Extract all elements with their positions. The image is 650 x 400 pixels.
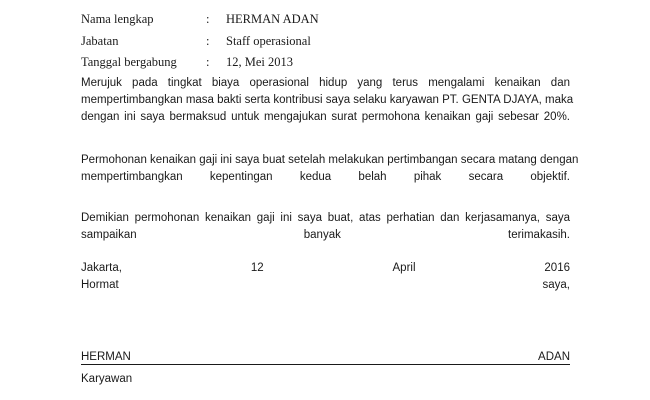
regards-word: saya, bbox=[542, 278, 570, 291]
paragraph-line: Permohonan kenaikan gaji ini saya buat setelah melakukan pertimbangan secara matang dengan bbox=[81, 154, 579, 166]
paragraph-line: mempertimbangkan masa bakti serta kontribusi saya selaku karyawan PT. GENTA DJAYA, maka bbox=[81, 93, 574, 106]
paragraph-line: dengan ini saya bermaksud untuk mengajukan surat permohona kenaikan gaji sebesar 20%. bbox=[81, 110, 570, 123]
signature-first-name: HERMAN bbox=[81, 351, 131, 363]
info-label: Nama lengkap bbox=[81, 12, 154, 26]
date-day: 12 bbox=[250, 262, 264, 274]
date-place: Jakarta, bbox=[81, 262, 122, 274]
regards-line bbox=[81, 277, 570, 294]
paragraph-request bbox=[81, 75, 574, 125]
info-value: HERMAN ADAN bbox=[226, 12, 319, 26]
paragraph-closing bbox=[81, 210, 570, 244]
info-colon: : bbox=[206, 55, 210, 69]
info-label: Jabatan bbox=[81, 33, 119, 48]
paragraph-line: mempertimbangkan kepentingan kedua belah pihak secara objektif. bbox=[81, 170, 570, 183]
info-row-join-date bbox=[81, 55, 319, 77]
info-row-name bbox=[81, 12, 319, 34]
info-label: Tanggal bergabung bbox=[81, 55, 177, 69]
signature-underline bbox=[81, 364, 570, 365]
signature-role: Karyawan bbox=[81, 373, 133, 385]
info-colon: : bbox=[206, 33, 210, 48]
date-month: April bbox=[392, 262, 416, 274]
paragraph-line: sampaikan banyak terimakasih. bbox=[81, 228, 570, 241]
info-value: Staff operasional bbox=[226, 33, 311, 48]
regards-word: Hormat bbox=[81, 278, 119, 291]
info-value: 12, Mei 2013 bbox=[226, 55, 294, 69]
paragraph-line: Demikian permohonan kenaikan gaji ini saya buat, atas perhatian dan kerjasamanya, saya bbox=[81, 212, 570, 224]
paragraph-line: Merujuk pada tingkat biaya operasional hidup yang terus mengalami kenaikan dan bbox=[81, 77, 570, 89]
date-line bbox=[81, 260, 570, 277]
info-row-position bbox=[81, 34, 319, 56]
paragraph-consideration bbox=[81, 152, 579, 186]
date-year: 2016 bbox=[544, 262, 570, 274]
employee-info bbox=[81, 12, 319, 77]
signature-last-name: ADAN bbox=[538, 351, 570, 363]
info-colon: : bbox=[206, 12, 210, 26]
signature-name bbox=[81, 350, 570, 364]
closing-block bbox=[81, 260, 570, 294]
